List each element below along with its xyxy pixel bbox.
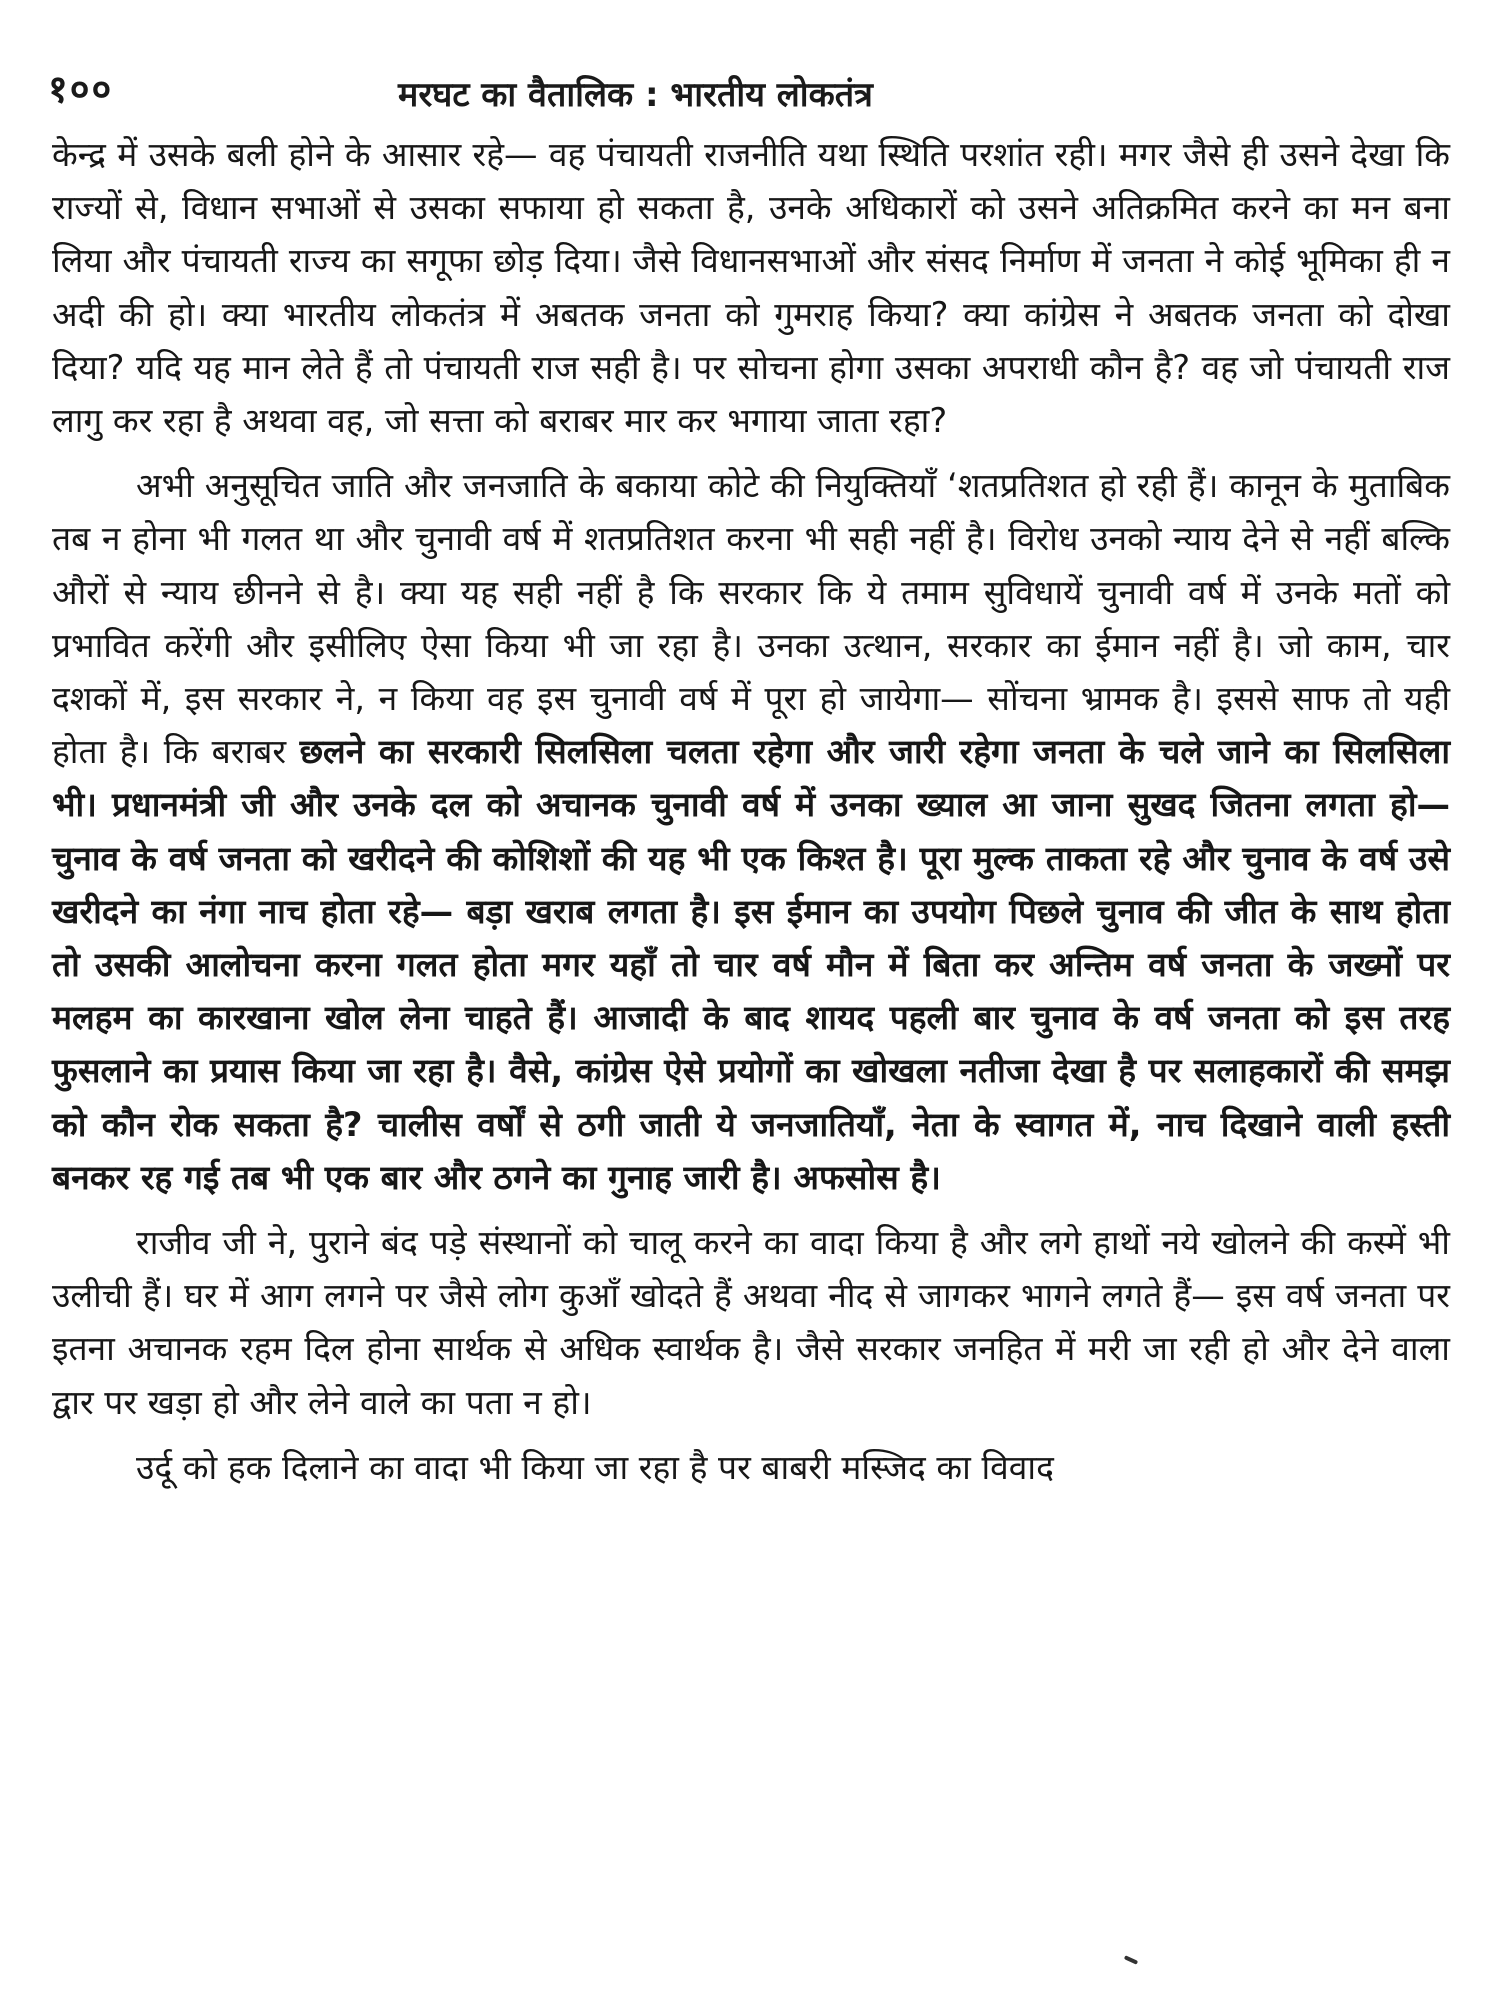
paragraph-4 — [52, 1441, 1450, 1494]
paragraph-1-text: केन्द्र में उसके बली होने के आसार रहे— वह पंचायती राजनीति यथा स्थिति परशांत रही। मगर जैसे ही उसने देखा कि राज्यों से, विधान सभाओं से उसका सफाया हो सकता है, उनके अधिकारों को उसने अतिक्रमित करने का मन बना लिया और पंचायती राज्य का सगूफा छोड़ दिया। जैसे विधानसभाओं और संसद निर्माण में जनता ने कोई भूमिका ही न अदी की हो। क्या भारतीय लोकतंत्र में अबतक जनता को गुमराह किया? क्या कांग्रेस ने अबतक जनता को दोखा दिया? यदि यह मान लेते हैं तो पंचायती राज सही है। पर सोचना होगा उसका अपराधी कौन है? वह जो पंचायती राज लागु कर रहा है अथवा वह, जो सत्ता को बराबर मार कर भगाया जाता रहा? — [52, 135, 1450, 441]
body-text — [52, 128, 1450, 1494]
paragraph-3-text: राजीव जी ने, पुराने बंद पड़े संस्थानों को चालू करने का वादा किया है और लगे हाथों नये खोलने की कस्में भी उलीची हैं। घर में आग लगने पर जैसे लोग कुआँ खोदते हैं अथवा नीद से जागकर भागने लगते हैं— इस वर्ष जनता पर इतना अचानक रहम दिल होना सार्थक से अधिक स्वार्थक है। जैसे सरकार जनहित में मरी जा रही हो और देने वाला द्वार पर खड़ा हो और लेने वाले का पता न हो। — [52, 1223, 1450, 1422]
paragraph-2 — [52, 459, 1450, 1204]
stray-ink-mark — [1124, 1955, 1138, 1965]
page-number: १०० — [48, 67, 114, 111]
running-title: मरघट का वैतालिक : भारतीय लोकतंत्र — [398, 75, 873, 115]
page-header — [48, 62, 1448, 122]
paragraph-2-bold-text: छलने का सरकारी सिलसिला चलता रहेगा और जारी रहेगा जनता के चले जाने का सिलसिला भी। प्रधानमंत्री जी और उनके दल को अचानक चुनावी वर्ष में उनका ख्याल आ जाना सुखद जितना लगता हो— चुनाव के वर्ष जनता को खरीदने की कोशिशों की यह भी एक किश्त है। पूरा मुल्क ताकता रहे और चुनाव के वर्ष उसे खरीदने का नंगा नाच होता रहे— बड़ा खराब लगता है। इस ईमान का उपयोग पिछले चुनाव की जीत के साथ होता तो उसकी आलोचना करना गलत होता मगर यहाँ तो चार वर्ष मौन में बिता कर अन्तिम वर्ष जनता के जख्मों पर मलहम का कारखाना खोल लेना चाहते हैं। आजादी के बाद शायद पहली बार चुनाव के वर्ष जनता को इस तरह फुसलाने का प्रयास किया जा रहा है। वैसे, कांग्रेस ऐसे प्रयोगों का खोखला नतीजा देखा है पर सलाहकारों की समझ को कौन रोक सकता है? चालीस वर्षों से ठगी जाती ये जनजातियाँ, नेता के स्वागत में, नाच दिखाने वाली हस्ती बनकर रह गई तब भी एक बार और ठगने का गुनाह जारी है। अफसोस है। — [52, 732, 1451, 1197]
paragraph-4-text: उर्दू को हक दिलाने का वादा भी किया जा रहा है पर बाबरी मस्जिद का विवाद — [136, 1447, 1054, 1487]
paragraph-3 — [52, 1216, 1450, 1429]
paragraph-2-text: अभी अनुसूचित जाति और जनजाति के बकाया कोटे की नियुक्तियाँ ‘शतप्रतिशत हो रही हैं। कानून के मुताबिक तब न होना भी गलत था और चुनावी वर्ष में शतप्रतिशत करना भी सही नहीं है। विरोध उनको न्याय देने से नहीं बल्कि औरों से न्याय छीनने से है। क्या यह सही नहीं है कि सरकार कि ये तमाम सुविधायें चुनावी वर्ष में उनके मतों को प्रभावित करेंगी और इसीलिए ऐसा किया भी जा रहा है। उनका उत्थान, सरकार का ईमान नहीं है। जो काम, चार दशकों में, इस सरकार ने, न किया वह इस चुनावी वर्ष में पूरा हो जायेगा— सोंचना भ्रामक है। इससे साफ तो यही होता है। कि बराबर — [52, 466, 1450, 772]
paragraph-1 — [52, 128, 1450, 447]
